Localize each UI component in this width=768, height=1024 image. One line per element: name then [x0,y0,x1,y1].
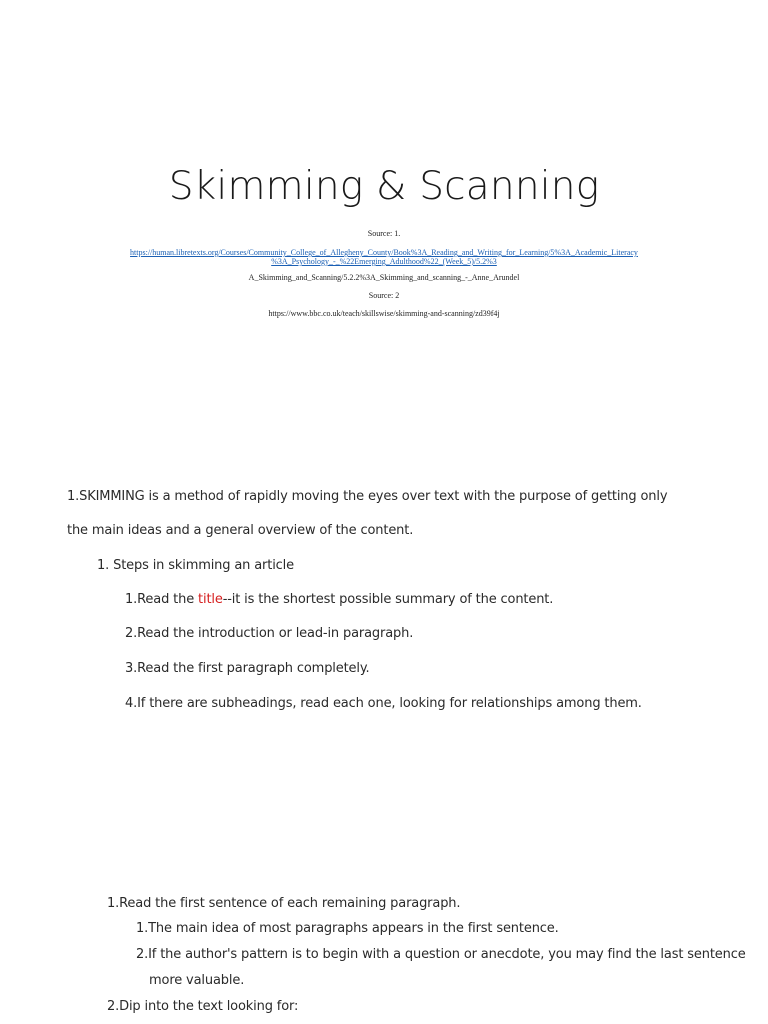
step-text: --it is the shortest possible summary of the content. [222,592,554,607]
list-number: 3. [125,661,138,676]
list-number: 2. [125,626,138,641]
list-number: 4. [125,696,138,711]
steps-heading [97,558,294,573]
list-item-text: The main idea of most paragraphs appears in the first sentence. [148,921,559,936]
source2-url: https://www.bbc.co.uk/teach/skillswise/skimming-and-scanning/zd39f4j [268,309,500,318]
list-number: 2. [107,999,120,1014]
list-item [107,999,298,1014]
step-text: Read the [137,592,199,607]
source1-label: Source: 1. [367,229,401,238]
page-title: Skimming & Scanning [168,164,600,209]
sub-list-item [136,921,559,936]
list-item-text: If the author's pattern is to begin with a question or anecdote, you may find the last sentence [148,947,746,962]
step-item [125,696,642,711]
list-number: 1. [125,592,138,607]
step-text: If there are subheadings, read each one, looking for relationships among them. [137,696,642,711]
source2-label: Source: 2 [368,291,400,300]
list-item [107,896,460,911]
highlighted-word: title [198,592,223,607]
list-number: 2. [136,947,149,962]
step-item [125,626,413,641]
list-item-text: Read the first sentence of each remaining paragraph. [119,896,461,911]
list-number: 1. [107,896,120,911]
sub-list-item-continuation: more valuable. [149,973,245,988]
step-item [125,592,553,607]
list-item-text: Dip into the text looking for: [119,999,299,1014]
source1-url-line2[interactable]: %3A_Psychology_-_%22Emerging_Adulthood%22_(Week_5)/5.2%3 [271,257,497,266]
skimming-intro-line1: 1.SKIMMING is a method of rapidly moving the eyes over text with the purpose of getting only [67,489,668,504]
step-text: Read the introduction or lead-in paragraph. [137,626,414,641]
source1-url-line1[interactable]: https://human.libretexts.org/Courses/Community_College_of_Allegheny_County/Book%3A_Reading_and_Writing_for_Learning/5%3A_Academic_Literacy [130,248,638,257]
source1-url-line3: A_Skimming_and_Scanning/5.2.2%3A_Skimming_and_scanning_-_Anne_Arundel [248,273,520,282]
sub-list-item [136,947,746,962]
skimming-intro-line2: the main ideas and a general overview of the content. [67,523,414,538]
steps-heading-label: Steps in skimming an article [113,558,294,573]
list-number: 1. [136,921,149,936]
step-text: Read the first paragraph completely. [137,661,370,676]
list-number: 1. [97,558,110,573]
step-item [125,661,370,676]
